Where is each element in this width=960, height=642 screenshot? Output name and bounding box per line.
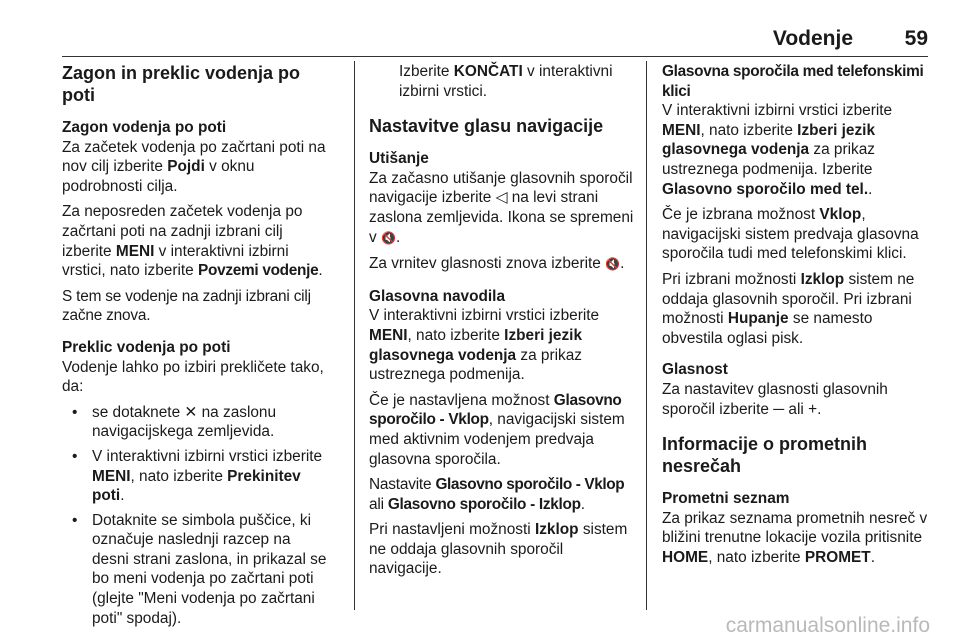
paragraph: Za začetek vodenja po začrtani poti na nov cilj izberite Pojdi v oknu podrobnosti cilja. xyxy=(62,138,326,195)
paragraph: Za neposreden začetek vodenja po začrtani poti na zadnji izbrani cilj izberite MENI v interaktivni izbirni vrstici, nato izberite Povzemi vodenje. xyxy=(62,203,323,280)
page-header-title: Vodenje xyxy=(772,27,853,50)
list-item: • V interaktivni izbirni vrstici izberite MENI, nato izberite Prekinitev poti. xyxy=(62,447,330,506)
paragraph: Za vrnitev glasnosti znova izberite 🔇. xyxy=(369,255,625,273)
keyword-promet: PROMET xyxy=(804,548,871,566)
keyword-izklop: Izklop xyxy=(534,521,579,539)
speaker-muted-icon: 🔇 xyxy=(380,230,396,245)
section-heading-traffic-info: Informacije o prometnih nesrečah xyxy=(662,434,868,477)
keyword-glasovno-vklop: Glasovno sporočilo - Vklop xyxy=(369,391,622,429)
subheading-start-guidance: Zagon vodenja po poti xyxy=(62,119,227,136)
keyword-home: HOME xyxy=(662,548,709,566)
speaker-left-icon: ◁ xyxy=(495,189,508,207)
header-rule xyxy=(62,56,928,57)
paragraph: Nastavite Glasovno sporočilo - Vklop ali Glasovno sporočilo - Izklop. xyxy=(369,476,625,513)
paragraph: V interaktivni izbirni vrstici izberite MENI, nato izberite Izberi jezik glasovnega vodenja za prikaz ustreznega podmenija. Izberite Glasovno sporočilo med tel.. xyxy=(662,102,893,198)
speaker-muted-icon: 🔇 xyxy=(605,257,621,272)
watermark: carmanualsonline.info xyxy=(725,614,930,637)
subheading-voice-instructions: Glasovna navodila xyxy=(369,287,505,305)
paragraph: Če je izbrana možnost Vklop, navigacijski sistem predvaja glasovna sporočila tudi med telefonskimi klici. xyxy=(662,206,919,263)
paragraph: Za začasno utišanje glasovnih sporočil navigacije izberite ◁ na levi strani zaslona zemljevida. Ikona se spremeni v 🔇. xyxy=(369,169,634,246)
keyword-meni: MENI xyxy=(662,121,701,139)
keyword-prekinitev-poti: Prekinitev poti xyxy=(92,467,301,505)
keyword-izklop: Izklop xyxy=(800,270,845,288)
keyword-izberi-jezik: Izberi jezik glasovnega vodenja xyxy=(662,121,876,159)
list-item: • se dotaknete ✕ na zaslonu navigacijskega zemljevida. xyxy=(62,403,330,442)
subheading-voice-during-calls: Glasovna sporočila med telefonskimi klici xyxy=(662,63,924,100)
cancel-options-list xyxy=(62,403,330,629)
subheading-cancel-guidance: Preklic vodenja po poti xyxy=(62,338,231,356)
paragraph: Izberite KONČATI v interaktivni izbirni vrstici. xyxy=(399,63,613,100)
column-3 xyxy=(662,62,930,573)
section-heading-voice-settings: Nastavitve glasu navigacije xyxy=(369,116,604,137)
keyword-hupanje: Hupanje xyxy=(727,310,789,328)
paragraph: Za prikaz seznama prometnih nesreč v bližini trenutne lokacije vozila pritisnite HOME, nato izberite PROMET. xyxy=(662,509,928,566)
keyword-koncati: KONČATI xyxy=(453,63,523,80)
list-item: • Dotaknite se simbola puščice, ki označuje naslednji razcep na desni strani zaslona, in prikazal se bo meni vodenja po začrtani poti (glejte "Meni vodenja po začrtani poti" spodaj). xyxy=(62,511,330,629)
subheading-volume: Glasnost xyxy=(662,361,728,379)
paragraph: Za nastavitev glasnosti glasovnih sporočil izberite ─ ali +. xyxy=(662,380,888,418)
keyword-meni: MENI xyxy=(115,242,155,260)
paragraph: Pri izbrani možnosti Izklop sistem ne oddaja glasovnih sporočil. Pri izbrani možnosti Hupanje se namesto obvestila oglasi pisk. xyxy=(662,270,915,347)
paragraph: Vodenje lahko po izbiri prekličete tako, da: xyxy=(62,358,324,396)
column-separator-2 xyxy=(646,61,647,610)
keyword-vklop: Vklop xyxy=(819,206,862,224)
subheading-mute: Utišanje xyxy=(369,150,429,168)
subheading-traffic-list: Prometni seznam xyxy=(662,490,790,508)
keyword-povzemi-vodenje: Povzemi vodenje xyxy=(198,262,319,280)
minus-icon: ─ xyxy=(773,400,785,418)
keyword-glasovno-vklop: Glasovno sporočilo - Vklop xyxy=(435,476,625,494)
page-number: 59 xyxy=(904,27,928,50)
paragraph: S tem se vodenje na zadnji izbrani cilj začne znova. xyxy=(62,287,311,325)
plus-icon: + xyxy=(808,400,818,418)
keyword-pojdi: Pojdi xyxy=(167,158,205,176)
close-icon: ✕ xyxy=(184,403,198,421)
paragraph: Pri nastavljeni možnosti Izklop sistem ne oddaja glasovnih sporočil navigacije. xyxy=(369,521,628,578)
section-heading-start-cancel: Zagon in preklic vodenja po poti xyxy=(62,63,301,105)
column-separator-1 xyxy=(354,61,355,610)
keyword-glasovno-med-tel: Glasovno sporočilo med tel. xyxy=(662,180,869,198)
keyword-glasovno-izklop: Glasovno sporočilo - Izklop xyxy=(387,495,581,513)
column-2 xyxy=(369,62,637,585)
keyword-meni: MENI xyxy=(369,326,408,344)
keyword-meni: MENI xyxy=(92,467,131,485)
keyword-izberi-jezik: Izberi jezik glasovnega vodenja xyxy=(369,326,583,364)
paragraph: Če je nastavljena možnost Glasovno sporočilo - Vklop, navigacijski sistem med aktivnim vodenjem predvaja glasovna sporočila. xyxy=(369,391,625,468)
column-1 xyxy=(62,62,330,633)
paragraph: V interaktivni izbirni vrstici izberite MENI, nato izberite Izberi jezik glasovnega vodenja za prikaz ustreznega podmenija. xyxy=(369,307,600,384)
